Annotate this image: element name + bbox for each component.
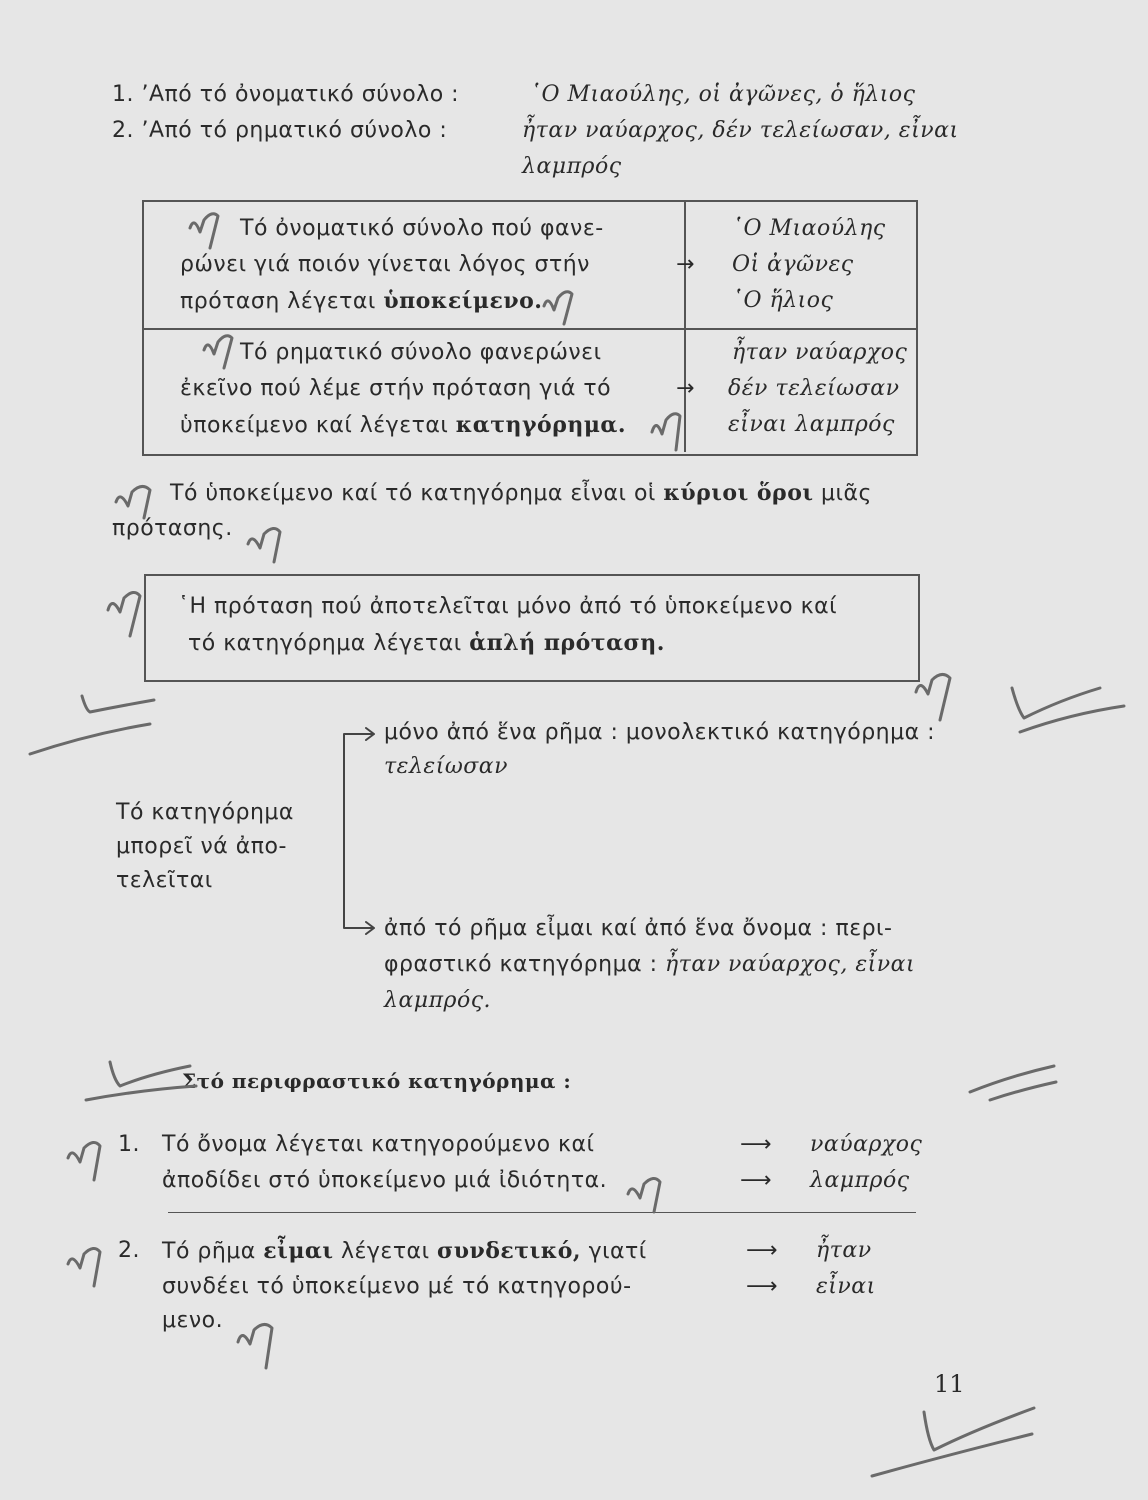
subject-definition-line: πρόταση λέγεται ὑποκείμενο. [180,288,543,314]
branch-periphrastic-example: ἦταν ναύαρχος, εἶναι [664,952,916,977]
item1-example: λαμπρός [810,1168,910,1193]
handwritten-eta-mark-icon [646,402,686,452]
item2-example: εἶναι [816,1274,876,1299]
item2-line: Τό ρῆμα εἶμαι λέγεται συνδετικό, γιατί [162,1238,647,1264]
handwritten-eta-mark-icon [186,206,226,250]
predicate-lead: Τό κατηγόρημα [116,800,294,825]
branch-periphrastic-example: λαμπρός. [384,988,492,1013]
item2-line: μενο. [162,1308,224,1333]
long-arrow-icon: ⟶ [740,1132,772,1157]
handwritten-check-mark-icon [1000,680,1130,740]
predicate-definition-line: ὑποκείμενο καί λέγεται κατηγόρημα. [180,412,627,438]
handwritten-eta-mark-icon [112,476,158,520]
term-eimai: εἶμαι [263,1238,334,1264]
handwritten-eta-mark-icon [64,1134,110,1182]
term-subject: ὑποκείμενο. [383,288,543,314]
item-separator [168,1212,916,1213]
main-terms-line: πρότασης. [112,516,233,541]
subject-example: Οἱ ἀγῶνες [732,252,854,277]
branch-single-word: μόνο ἀπό ἕνα ρῆμα : μονολεκτικό κατηγόρημα : [384,720,936,745]
list-value: ῾Ο Μιαούλης, οἱ ἀγῶνες, ὁ ἥλιος [530,82,916,107]
list-item-1 [112,78,459,112]
handwritten-eta-mark-icon [624,1170,668,1214]
handwritten-eta-mark-icon [540,282,580,326]
predicate-example: εἶναι λαμπρός [728,412,895,437]
predicate-lead: μπορεῖ νά ἀπο- [116,834,287,859]
term-copulative: συνδετικό, [437,1238,582,1264]
handwritten-eta-mark-icon [234,1314,284,1370]
handwritten-eta-mark-icon [104,582,148,638]
item2-example: ἦταν [816,1238,872,1263]
long-arrow-icon: ⟶ [740,1168,772,1193]
branch-bracket [330,720,390,950]
term-simple-sentence: ἁπλή πρόταση. [469,630,665,656]
item1-line: ἀποδίδει στό ὑποκείμενο μιά ἰδιότητα. [162,1168,608,1193]
subject-example: ῾Ο Μιαούλης [732,216,886,241]
item1-example: ναύαρχος [810,1132,923,1157]
long-arrow-icon: ⟶ [746,1238,778,1263]
predicate-definition-line: ἐκεῖνο πού λέμε στήν πρόταση γιά τό [180,376,612,401]
subject-definition-line: ρώνει γιά ποιόν γίνεται λόγος στήν [180,252,590,277]
list-label: ’Από τό ὀνοματικό σύνολο : [141,82,460,107]
main-terms-line: Τό ὑποκείμενο καί τό κατηγόρημα εἶναι οἱ κύριοι ὅροι μιᾶς [170,480,872,506]
list-value: ἦταν ναύαρχος, δέν τελείωσαν, εἶναι [522,118,959,143]
predicate-example: δέν τελείωσαν [728,376,900,401]
branch-periphrastic: φραστικό κατηγόρημα : ἦταν ναύαρχος, εἶναι [384,952,916,977]
table-divider [142,328,916,330]
long-arrow-icon: ⟶ [746,1274,778,1299]
item-number: 2. [118,1238,140,1263]
page-number: 11 [934,1370,965,1398]
branch-single-word-example: τελείωσαν [384,754,509,779]
branch-periphrastic: ἀπό τό ρῆμα εἶμαι καί ἀπό ἕνα ὄνομα : περι- [384,916,893,941]
arrow-icon: → [676,376,695,401]
simple-sentence-line: ῾Η πρόταση πού ἀποτελεῖται μόνο ἀπό τό ὑποκείμενο καί [178,594,838,619]
term-main: κύριοι ὅροι [663,480,814,506]
list-item-2 [112,114,447,148]
handwritten-eta-mark-icon [64,1240,110,1288]
term-predicate: κατηγόρημα. [455,412,627,438]
handwritten-check-mark-icon [20,690,160,760]
subject-example: ῾Ο ἥλιος [732,288,834,313]
item2-line: συνδέει τό ὑποκείμενο μέ τό κατηγορού- [162,1274,632,1299]
list-label: ’Από τό ρηματικό σύνολο : [141,118,448,143]
list-number: 1. [112,82,134,107]
predicate-example: ἦταν ναύαρχος [732,340,908,365]
handwritten-check-mark-icon [960,1056,1060,1106]
subject-definition-line: Τό ὀνοματικό σύνολο πού φανε- [240,216,604,241]
item-number: 1. [118,1132,140,1157]
handwritten-eta-mark-icon [910,662,960,722]
list-value-continued: λαμπρός [522,154,622,179]
handwritten-check-mark-icon [80,1056,200,1106]
simple-sentence-line: τό κατηγόρημα λέγεται ἁπλή πρόταση. [188,630,665,656]
arrow-icon: → [676,252,695,277]
predicate-lead: τελεῖται [116,868,213,893]
item1-line: Τό ὄνομα λέγεται κατηγορούμενο καί [162,1132,595,1157]
handwritten-eta-mark-icon [244,520,288,564]
handwritten-eta-mark-icon [200,326,240,370]
list-number: 2. [112,118,134,143]
predicate-definition-line: Τό ρηματικό σύνολο φανερώνει [240,340,602,365]
periphrastic-heading: Στό περιφραστικό κατηγόρημα : [182,1069,572,1093]
handwritten-check-mark-icon [864,1400,1044,1480]
